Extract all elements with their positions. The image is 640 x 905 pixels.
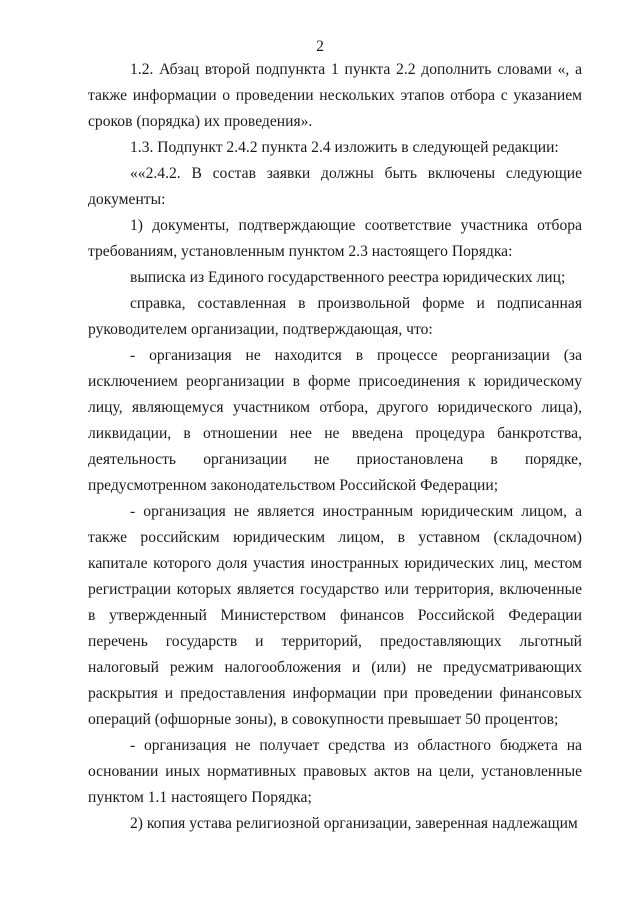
- paragraph-bullet-reorganization: - организация не находится в процессе реорганизации (за исключением реорганизации в форме присоединения к юридическому лицу, являющемуся участником отбора, другого юридического лица), ликвидации, в отношении нее не введена процедура банкротства, деятельность организации не приостановлена в порядке, предусмотренном законодательством Российской Федерации;: [88, 347, 582, 494]
- page-number: 2: [316, 38, 324, 55]
- paragraph-bullet-regional-budget: - организация не получает средства из областного бюджета на основании иных нормативных правовых актов на цели, установленные пунктом 1.1 настоящего Порядка;: [88, 737, 582, 806]
- paragraph-2-4-2: ««2.4.2. В состав заявки должны быть включены следующие документы:: [88, 165, 582, 208]
- paragraph-certificate: справка, составленная в произвольной форме и подписанная руководителем организации, подтверждающая, что:: [88, 295, 582, 338]
- paragraph-1-2: 1.2. Абзац второй подпункта 1 пункта 2.2 дополнить словами «, а также информации о проведении нескольких этапов отбора с указанием сроков (порядка) их проведения».: [88, 61, 582, 130]
- paragraph-registry-extract: выписка из Единого государственного реестра юридических лиц;: [130, 269, 566, 286]
- paragraph-item-1: 1) документы, подтверждающие соответствие участника отбора требованиям, установленным пунктом 2.3 настоящего Порядка:: [88, 217, 582, 260]
- document-body: [88, 57, 582, 837]
- paragraph-item-2: 2) копия устава религиозной организации, заверенная надлежащим: [130, 815, 578, 832]
- paragraph-bullet-foreign-entity: - организация не является иностранным юридическим лицом, а также российским юридическим лицом, в уставном (складочном) капитале которого доля участия иностранных юридических лиц, местом регистрации которых является государство или территория, включенные в утвержденный Министерством финансов Российской Федерации перечень государств и территорий, предоставляющих льготный налоговый режим налогообложения и (или) не предусматривающих раскрытия и предоставления информации при проведении финансовых операций (офшорные зоны), в совокупности превышает 50 процентов;: [88, 503, 582, 728]
- paragraph-1-3: 1.3. Подпункт 2.4.2 пункта 2.4 изложить в следующей редакции:: [130, 139, 559, 156]
